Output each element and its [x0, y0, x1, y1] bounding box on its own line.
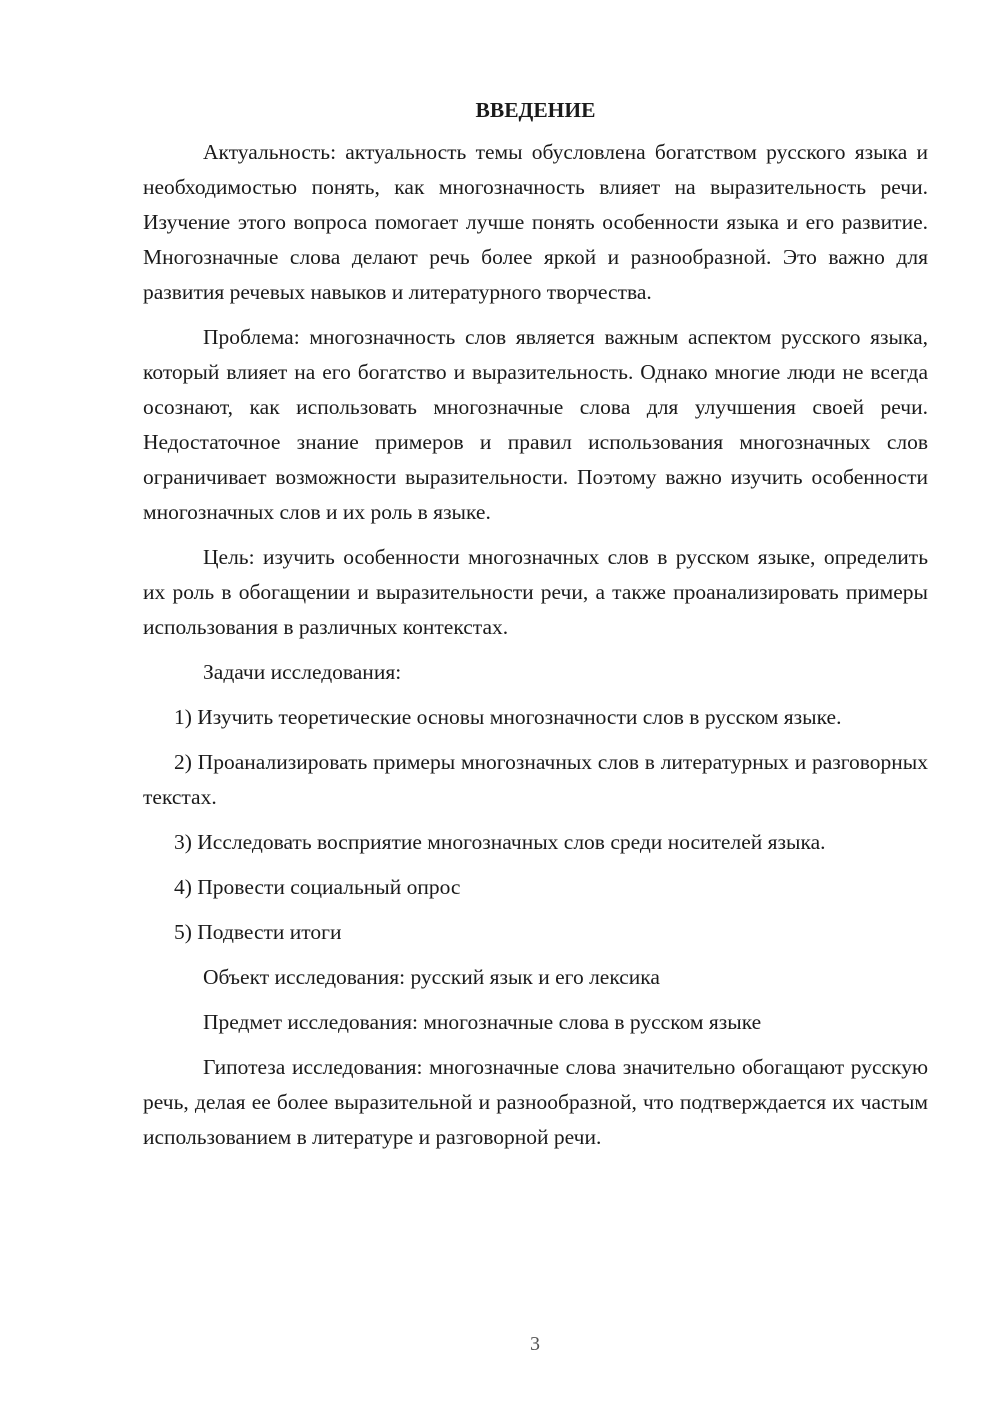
problem-paragraph: Проблема: многозначность слов является важным аспектом русского языка, который влияет на его богатство и выразительность. Однако многие люди не всегда осознают, как использовать многозначные слова для улучшения своей речи. Недостаточное знание примеров и правил использования многозначных слов ограничивает возможности выразительности. Поэтому важно изучить особенности многозначных слов и их роль в языке. — [143, 325, 928, 524]
object-paragraph: Объект исследования: русский язык и его лексика — [203, 965, 660, 989]
tasks-heading: Задачи исследования: — [203, 660, 402, 684]
document-page — [143, 95, 928, 1165]
hypothesis-paragraph: Гипотеза исследования: многозначные слова значительно обогащают русскую речь, делая ее более выразительной и разнообразной, что подтверждается их частым использованием в литературе и разговорной речи. — [143, 1055, 928, 1149]
relevance-paragraph: Актуальность: актуальность темы обусловлена богатством русского языка и необходимостью понять, как многозначность влияет на выразительность речи. Изучение этого вопроса помогает лучше понять особенности языка и его развитие. Многозначные слова делают речь более яркой и разнообразной. Это важно для развития речевых навыков и литературного творчества. — [143, 140, 928, 304]
task-item-3: 3) Исследовать восприятие многозначных слов среди носителей языка. — [174, 830, 826, 854]
page-number: 3 — [530, 1333, 540, 1355]
page-title: ВВЕДЕНИЕ — [475, 98, 596, 122]
goal-paragraph: Цель: изучить особенности многозначных слов в русском языке, определить их роль в обогащении и выразительности речи, а также проанализировать примеры использования в различных контекстах. — [143, 545, 928, 639]
task-item-2: 2) Проанализировать примеры многозначных слов в литературных и разговорных текстах. — [143, 750, 928, 809]
task-item-5: 5) Подвести итоги — [174, 920, 342, 944]
task-item-1: 1) Изучить теоретические основы многозначности слов в русском языке. — [174, 705, 842, 729]
task-item-4: 4) Провести социальный опрос — [174, 875, 461, 899]
subject-paragraph: Предмет исследования: многозначные слова в русском языке — [203, 1010, 762, 1034]
